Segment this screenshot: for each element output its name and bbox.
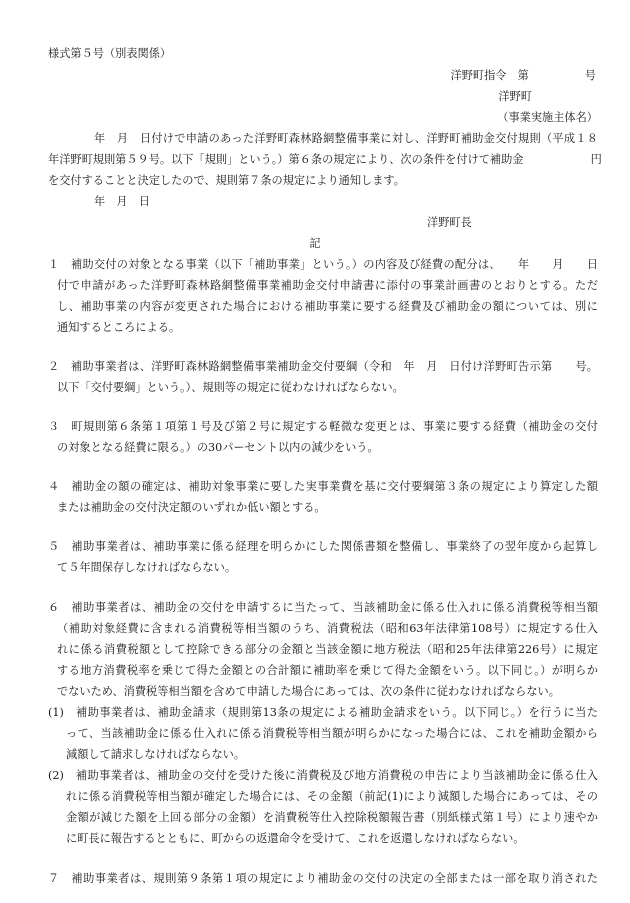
item-2-line: ２ 補助事業者は、洋野町森林路網整備事業補助金交付要綱（令和 年 月 日付け洋野町告示第 号。 — [48, 360, 598, 373]
item-6-line: でないため、消費税等相当額を含めて申請した場合にあっては、次の条件に従わなければならない。 — [57, 685, 560, 698]
sub-item-1-line: って、当該補助金に係る仕入れに係る消費税等相当額が明らかになった場合には、これを補助金額から — [66, 727, 598, 740]
sub-item-1-line: (1) 補助事業者は、補助金請求（規則第13条の規定による補助金請求をいう。以下同じ。）を行うに当た — [48, 706, 598, 719]
item-4-line: または補助金の交付決定額のいずれか低い額とする。 — [57, 501, 326, 514]
preamble-line: を交付することと決定したので、規則第７条の規定により通知します。 — [48, 174, 405, 187]
item-6-line: れに係る消費税額として控除できる部分の金額と当該金額に地方税法（昭和25年法律第226号）に規定 — [57, 643, 598, 656]
item-1-line: 付で申請があった洋野町森林路網整備事業補助金交付申請書に添付の事業計画書のとおりとする。ただ — [57, 279, 598, 292]
item-3-line: ３ 町規則第６条第１項第１号及び第２号に規定する軽微な変更とは、事業に要する経費（補助金の交付 — [48, 420, 598, 433]
item-1-line: し、補助事業の内容が変更された場合における補助事業に要する経費及び補助金の額については、別に — [57, 300, 598, 313]
issue-date: 年 月 日 — [94, 195, 150, 208]
item-7-line: ７ 補助事業者は、規則第９条第１項の規定により補助金の交付の決定の全部または一部を取り消された — [48, 872, 598, 885]
item-5-line: て５年間保存しなければならない。 — [57, 561, 237, 574]
ki-heading: 記 — [309, 237, 321, 250]
recipient-placeholder: （事業実施主体名） — [497, 111, 598, 124]
item-3-line: の対象となる経費に限る。）の30パーセント以内の減少をいう。 — [57, 441, 379, 454]
signer-title: 洋野町長 — [427, 216, 472, 229]
item-1-line: １ 補助交付の対象となる事業（以下「補助事業」という。）の内容及び経費の配分は、 年 月 日 — [48, 258, 598, 271]
preamble-line: 年 月 日付けで申請のあった洋野町森林路網整備事業に対し、洋野町補助金交付規則（平成１８ — [94, 132, 598, 145]
form-number: 様式第５号（別表関係） — [48, 47, 172, 60]
sub-item-2-line: 金額が減じた額を上回る部分の金額）を消費税等仕入控除税額報告書（別紙様式第１号）により速やか — [66, 811, 598, 824]
sub-item-2-line: (2) 補助事業者は、補助金の交付を受けた後に消費税及び地方消費税の申告により当該補助金に係る仕入 — [48, 769, 598, 782]
preamble-line: 年洋野町規則第５９号。以下「規則」という。）第６条の規定により、次の条件を付けて補助金 円 — [48, 153, 602, 166]
sub-item-2-line: に町長に報告するとともに、町からの返還命令を受けて、これを返還しなければならない。 — [66, 832, 525, 845]
item-5-line: ５ 補助事業者は、補助事業に係る経理を明らかにした関係書類を整備し、事業終了の翌年度から起算し — [48, 540, 598, 553]
item-6-line: する地方消費税率を乗じて得た金額との合計額に補助率を乗じて得た金額をいう。以下同じ。）が明らか — [57, 664, 598, 677]
sub-item-2-line: れに係る消費税等相当額が確定した場合には、その金額（前記(1)により減額した場合にあっては、その — [66, 790, 598, 803]
reference-number: 洋野町指令 第 号 — [450, 69, 596, 82]
sub-item-1-line: 減額して請求しなければならない。 — [66, 748, 246, 761]
item-1-line: 通知するところによる。 — [57, 321, 181, 334]
item-2-line: 以下「交付要綱」という。）、規則等の規定に従わなければならない。 — [57, 381, 404, 394]
item-6-line: （補助対象経費に含まれる消費税等相当額のうち、消費税法（昭和63年法律第108号）に規定する仕入 — [57, 622, 598, 635]
item-4-line: ４ 補助金の額の確定は、補助対象事業に要した実事業費を基に交付要綱第３条の規定により算定した額 — [48, 480, 598, 493]
issuer-name: 洋野町 — [498, 90, 532, 103]
item-6-line: ６ 補助事業者は、補助金の交付を申請するに当たって、当該補助金に係る仕入れに係る消費税等相当額 — [48, 601, 598, 614]
